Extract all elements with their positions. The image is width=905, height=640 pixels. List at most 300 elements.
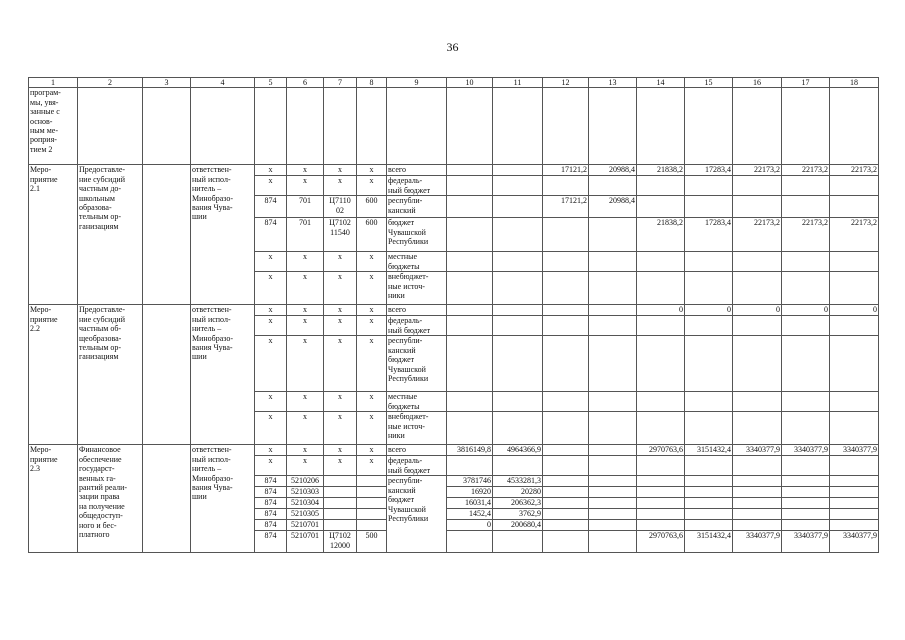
amount-cell <box>493 531 543 553</box>
amount-cell <box>782 272 830 305</box>
measure-description: Предоставле- ние субсидий частным до- школьным образова- тельным ор- ганизациям <box>78 165 143 305</box>
classification-code: x <box>287 252 324 272</box>
amount-cell: 3340377,9 <box>782 531 830 553</box>
amount-cell <box>493 392 543 412</box>
amount-cell <box>685 252 733 272</box>
classification-code <box>324 509 357 520</box>
classification-code: x <box>287 272 324 305</box>
classification-code: 5210304 <box>287 498 324 509</box>
amount-cell <box>543 392 589 412</box>
amount-cell <box>637 392 685 412</box>
amount-cell: 3340377,9 <box>782 445 830 456</box>
amount-cell <box>493 252 543 272</box>
column-header: 18 <box>830 78 879 88</box>
amount-cell <box>733 487 782 498</box>
amount-cell <box>782 476 830 487</box>
executor-cell: ответствен- ный испол- нитель – Минобразо- вания Чува- шии <box>191 445 255 553</box>
amount-cell <box>447 196 493 218</box>
amount-cell: 0 <box>447 520 493 531</box>
amount-cell <box>685 316 733 336</box>
classification-code: 874 <box>255 498 287 509</box>
amount-cell <box>733 336 782 392</box>
amount-cell <box>830 412 879 445</box>
executor-cell: ответствен- ный испол- нитель – Минобразо- вания Чува- шии <box>191 165 255 305</box>
classification-code: x <box>324 165 357 176</box>
amount-cell <box>782 392 830 412</box>
amount-cell: 17283,4 <box>685 218 733 252</box>
amount-cell <box>830 487 879 498</box>
amount-cell <box>543 218 589 252</box>
amount-cell: 20988,4 <box>589 196 637 218</box>
amount-cell <box>830 272 879 305</box>
classification-code: x <box>324 316 357 336</box>
co-executor-cell <box>143 305 191 445</box>
amount-cell <box>543 305 589 316</box>
amount-cell <box>637 316 685 336</box>
column-header: 11 <box>493 78 543 88</box>
classification-code: x <box>324 456 357 476</box>
amount-cell <box>493 305 543 316</box>
amount-cell <box>543 412 589 445</box>
amount-cell <box>733 272 782 305</box>
classification-code: 600 <box>357 196 387 218</box>
classification-code: x <box>324 305 357 316</box>
amount-cell <box>543 445 589 456</box>
amount-cell <box>543 176 589 196</box>
amount-cell <box>543 476 589 487</box>
amount-cell <box>543 272 589 305</box>
classification-code: x <box>324 412 357 445</box>
amount-cell <box>589 392 637 412</box>
funding-source: внебюджет- ные источ- ники <box>387 412 447 445</box>
amount-cell: 22173,2 <box>830 165 879 176</box>
amount-cell <box>733 316 782 336</box>
classification-code: x <box>357 165 387 176</box>
amount-cell <box>685 196 733 218</box>
classification-code: 874 <box>255 218 287 252</box>
amount-cell: 16031,4 <box>447 498 493 509</box>
classification-code <box>324 498 357 509</box>
amount-cell <box>733 196 782 218</box>
empty-cell <box>830 88 879 165</box>
empty-cell <box>543 88 589 165</box>
amount-cell <box>543 316 589 336</box>
empty-cell <box>782 88 830 165</box>
amount-cell <box>830 520 879 531</box>
amount-cell <box>733 412 782 445</box>
classification-code: Ц7110 02 <box>324 196 357 218</box>
amount-cell <box>447 218 493 252</box>
amount-cell: 0 <box>637 305 685 316</box>
amount-cell: 3151432,4 <box>685 531 733 553</box>
classification-code: x <box>255 165 287 176</box>
classification-code: x <box>287 456 324 476</box>
column-header: 14 <box>637 78 685 88</box>
classification-code: 701 <box>287 218 324 252</box>
column-header: 2 <box>78 78 143 88</box>
amount-cell <box>685 412 733 445</box>
amount-cell <box>543 456 589 476</box>
amount-cell <box>685 509 733 520</box>
classification-code: x <box>287 412 324 445</box>
amount-cell: 1452,4 <box>447 509 493 520</box>
funding-source <box>387 476 447 553</box>
column-header: 15 <box>685 78 733 88</box>
amount-cell <box>637 412 685 445</box>
classification-code: x <box>255 252 287 272</box>
classification-code: x <box>357 336 387 392</box>
classification-code: x <box>357 412 387 445</box>
amount-cell <box>543 520 589 531</box>
empty-cell <box>685 88 733 165</box>
page-number: 36 <box>446 40 459 54</box>
amount-cell: 200680,4 <box>493 520 543 531</box>
amount-cell <box>589 520 637 531</box>
classification-code: 5210701 <box>287 531 324 553</box>
amount-cell: 3151432,4 <box>685 445 733 456</box>
classification-code: x <box>255 456 287 476</box>
classification-code: x <box>324 176 357 196</box>
empty-cell <box>191 88 255 165</box>
classification-code: x <box>287 316 324 336</box>
amount-cell <box>637 509 685 520</box>
classification-code: 5210305 <box>287 509 324 520</box>
amount-cell <box>830 336 879 392</box>
amount-cell <box>589 218 637 252</box>
amount-cell <box>830 316 879 336</box>
measure-name: Меро- приятие 2.3 <box>29 445 78 553</box>
amount-cell <box>493 336 543 392</box>
amount-cell <box>830 196 879 218</box>
empty-cell <box>589 88 637 165</box>
amount-cell <box>685 498 733 509</box>
table-row <box>29 165 879 176</box>
funding-source: федераль- ный бюджет <box>387 456 447 476</box>
funding-source: всего <box>387 445 447 456</box>
empty-cell <box>324 88 357 165</box>
amount-cell: 0 <box>782 305 830 316</box>
amount-cell <box>685 487 733 498</box>
amount-cell <box>589 316 637 336</box>
amount-cell <box>447 305 493 316</box>
amount-cell: 3340377,9 <box>733 445 782 456</box>
amount-cell <box>543 487 589 498</box>
amount-cell <box>543 531 589 553</box>
continuation-row <box>29 88 879 165</box>
amount-cell <box>782 509 830 520</box>
amount-cell <box>733 476 782 487</box>
funding-source: республи- канский <box>387 196 447 218</box>
amount-cell <box>733 252 782 272</box>
amount-cell <box>733 176 782 196</box>
table-row <box>29 305 879 316</box>
column-header: 1 <box>29 78 78 88</box>
classification-code: x <box>287 176 324 196</box>
amount-cell <box>830 476 879 487</box>
amount-cell: 206362,3 <box>493 498 543 509</box>
amount-cell <box>543 252 589 272</box>
amount-cell: 22173,2 <box>733 165 782 176</box>
column-header: 10 <box>447 78 493 88</box>
amount-cell <box>447 316 493 336</box>
classification-code: x <box>357 392 387 412</box>
amount-cell: 20280 <box>493 487 543 498</box>
amount-cell <box>447 176 493 196</box>
amount-cell: 3762,9 <box>493 509 543 520</box>
classification-code <box>357 520 387 531</box>
amount-cell <box>589 176 637 196</box>
classification-code: x <box>287 392 324 412</box>
amount-cell: 4533281,3 <box>493 476 543 487</box>
amount-cell <box>733 509 782 520</box>
classification-code: x <box>324 336 357 392</box>
classification-code: 5210206 <box>287 476 324 487</box>
measure-name: Меро- приятие 2.1 <box>29 165 78 305</box>
column-header: 12 <box>543 78 589 88</box>
amount-cell <box>782 336 830 392</box>
co-executor-cell <box>143 165 191 305</box>
amount-cell <box>589 456 637 476</box>
amount-cell <box>685 336 733 392</box>
amount-cell <box>830 509 879 520</box>
measure-description: Финансовое обеспечение государст- венных га- рантий реали- зации права на получение общедоступ- ного и бес- платного <box>78 445 143 553</box>
amount-cell <box>493 412 543 445</box>
amount-cell: 2970763,6 <box>637 445 685 456</box>
amount-cell <box>782 498 830 509</box>
empty-cell <box>447 88 493 165</box>
classification-code: x <box>255 412 287 445</box>
amount-cell <box>685 272 733 305</box>
amount-cell: 20988,4 <box>589 165 637 176</box>
amount-cell <box>493 196 543 218</box>
classification-code: x <box>287 445 324 456</box>
amount-cell <box>830 498 879 509</box>
amount-cell <box>589 445 637 456</box>
column-header: 9 <box>387 78 447 88</box>
classification-code: x <box>357 272 387 305</box>
amount-cell <box>685 176 733 196</box>
executor-cell: ответствен- ный испол- нитель – Минобразо- вания Чува- шии <box>191 305 255 445</box>
amount-cell <box>589 531 637 553</box>
amount-cell <box>637 498 685 509</box>
amount-cell <box>733 456 782 476</box>
amount-cell <box>637 476 685 487</box>
amount-cell <box>589 272 637 305</box>
classification-code: x <box>255 445 287 456</box>
empty-cell <box>143 88 191 165</box>
classification-code: Ц7102 12000 <box>324 531 357 553</box>
empty-cell <box>255 88 287 165</box>
amount-cell <box>493 316 543 336</box>
amount-cell <box>685 476 733 487</box>
amount-cell <box>637 176 685 196</box>
amount-cell: 3816149,8 <box>447 445 493 456</box>
amount-cell <box>543 498 589 509</box>
program-cell: програм- мы, увя- занные с основ- ным ме- роприя- тием 2 <box>29 88 78 165</box>
classification-code: 5210701 <box>287 520 324 531</box>
amount-cell <box>543 509 589 520</box>
amount-cell <box>637 487 685 498</box>
classification-code: x <box>357 252 387 272</box>
column-header: 3 <box>143 78 191 88</box>
amount-cell <box>782 520 830 531</box>
amount-cell <box>589 252 637 272</box>
classification-code <box>357 498 387 509</box>
amount-cell <box>637 272 685 305</box>
amount-cell: 0 <box>830 305 879 316</box>
amount-cell <box>782 487 830 498</box>
amount-cell <box>637 456 685 476</box>
empty-cell <box>387 88 447 165</box>
amount-cell <box>733 498 782 509</box>
classification-code: 874 <box>255 196 287 218</box>
amount-cell <box>447 456 493 476</box>
amount-cell <box>493 456 543 476</box>
classification-code: x <box>287 336 324 392</box>
amount-cell <box>447 336 493 392</box>
classification-code: x <box>324 445 357 456</box>
classification-code: x <box>324 252 357 272</box>
amount-cell <box>685 520 733 531</box>
amount-cell <box>830 456 879 476</box>
funding-source-line: бюджет <box>388 495 415 505</box>
funding-source: бюджет Чувашской Республики <box>387 218 447 252</box>
classification-code: 874 <box>255 476 287 487</box>
amount-cell <box>733 392 782 412</box>
amount-cell <box>782 252 830 272</box>
amount-cell <box>589 487 637 498</box>
amount-cell <box>830 392 879 412</box>
amount-cell <box>782 196 830 218</box>
amount-cell <box>830 176 879 196</box>
classification-code: 874 <box>255 509 287 520</box>
amount-cell: 4964366,9 <box>493 445 543 456</box>
classification-code: x <box>357 305 387 316</box>
amount-cell <box>447 252 493 272</box>
amount-cell: 22173,2 <box>782 218 830 252</box>
column-header: 13 <box>589 78 637 88</box>
classification-code <box>357 509 387 520</box>
amount-cell <box>782 412 830 445</box>
amount-cell <box>782 456 830 476</box>
classification-code: x <box>357 316 387 336</box>
funding-source-line: Республики <box>388 514 429 524</box>
amount-cell: 22173,2 <box>782 165 830 176</box>
funding-source: всего <box>387 305 447 316</box>
amount-cell: 3340377,9 <box>830 445 879 456</box>
funding-source: местные бюджеты <box>387 392 447 412</box>
classification-code: x <box>255 272 287 305</box>
amount-cell: 22173,2 <box>830 218 879 252</box>
funding-source-line: Чувашской <box>388 504 426 514</box>
amount-cell <box>782 176 830 196</box>
column-header: 16 <box>733 78 782 88</box>
amount-cell <box>685 392 733 412</box>
amount-cell: 21838,2 <box>637 165 685 176</box>
column-header: 6 <box>287 78 324 88</box>
empty-cell <box>357 88 387 165</box>
amount-cell: 17283,4 <box>685 165 733 176</box>
amount-cell: 17121,2 <box>543 196 589 218</box>
funding-source-line: канский <box>388 485 416 495</box>
classification-code: 500 <box>357 531 387 553</box>
amount-cell <box>493 218 543 252</box>
funding-source: внебюджет- ные источ- ники <box>387 272 447 305</box>
header-row <box>29 78 879 88</box>
classification-code: x <box>324 272 357 305</box>
funding-source: местные бюджеты <box>387 252 447 272</box>
column-header: 7 <box>324 78 357 88</box>
column-header: 4 <box>191 78 255 88</box>
classification-code: x <box>357 176 387 196</box>
amount-cell <box>637 336 685 392</box>
measure-name: Меро- приятие 2.2 <box>29 305 78 445</box>
amount-cell: 3340377,9 <box>733 531 782 553</box>
column-header: 8 <box>357 78 387 88</box>
funding-source: федераль- ный бюджет <box>387 316 447 336</box>
classification-code: 874 <box>255 487 287 498</box>
empty-cell <box>637 88 685 165</box>
classification-code <box>324 487 357 498</box>
amount-cell <box>589 509 637 520</box>
amount-cell <box>637 252 685 272</box>
classification-code <box>324 520 357 531</box>
amount-cell: 16920 <box>447 487 493 498</box>
amount-cell: 3340377,9 <box>830 531 879 553</box>
classification-code: 5210303 <box>287 487 324 498</box>
amount-cell: 22173,2 <box>733 218 782 252</box>
classification-code: x <box>255 336 287 392</box>
empty-cell <box>287 88 324 165</box>
empty-cell <box>493 88 543 165</box>
amount-cell <box>589 305 637 316</box>
amount-cell <box>637 196 685 218</box>
classification-code: x <box>255 176 287 196</box>
measure-description: Предоставле- ние субсидий частным об- щеобразова- тельным ор- ганизациям <box>78 305 143 445</box>
amount-cell: 3781746 <box>447 476 493 487</box>
amount-cell: 0 <box>733 305 782 316</box>
co-executor-cell <box>143 445 191 553</box>
amount-cell <box>447 392 493 412</box>
amount-cell: 0 <box>685 305 733 316</box>
classification-code: x <box>357 445 387 456</box>
funding-source: всего <box>387 165 447 176</box>
amount-cell <box>493 272 543 305</box>
amount-cell <box>447 165 493 176</box>
amount-cell: 17121,2 <box>543 165 589 176</box>
classification-code: 701 <box>287 196 324 218</box>
amount-cell <box>493 165 543 176</box>
amount-cell: 21838,2 <box>637 218 685 252</box>
amount-cell <box>733 520 782 531</box>
classification-code: 874 <box>255 531 287 553</box>
classification-code: Ц7102 11540 <box>324 218 357 252</box>
empty-cell <box>78 88 143 165</box>
classification-code: x <box>324 392 357 412</box>
amount-cell: 2970763,6 <box>637 531 685 553</box>
funding-source-line: республи- <box>388 476 423 486</box>
classification-code: x <box>255 316 287 336</box>
amount-cell <box>782 316 830 336</box>
classification-code <box>357 476 387 487</box>
amount-cell <box>830 252 879 272</box>
amount-cell <box>685 456 733 476</box>
funding-source: республи- канский бюджет Чувашской Республики <box>387 336 447 392</box>
classification-code <box>324 476 357 487</box>
classification-code: x <box>255 392 287 412</box>
amount-cell <box>589 412 637 445</box>
classification-code <box>357 487 387 498</box>
